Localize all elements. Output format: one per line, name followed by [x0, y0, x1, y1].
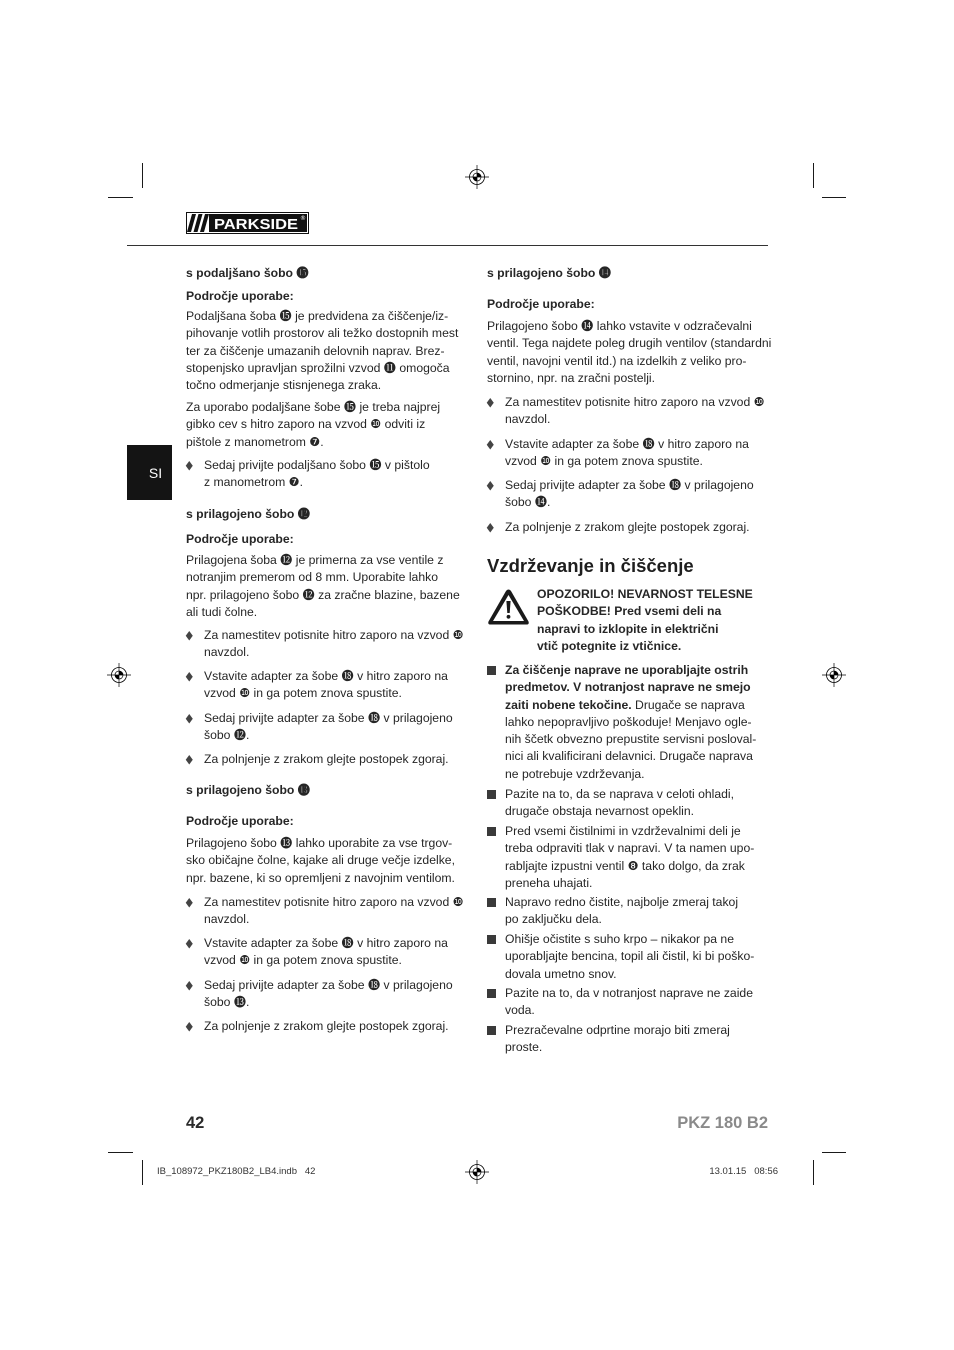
step-item — [487, 477, 754, 512]
list-item-text — [505, 662, 756, 783]
print-slug-file: IB_108972_PKZ180B2_LB4.indb 42 — [157, 1166, 316, 1177]
registration-mark-icon — [107, 663, 131, 687]
warning-text: OPOZORILO! NEVARNOST TELESNE POŠKODBE! Pred vsemi deli na napravi to izklopite in električni vtič potegnite iz vtičnice. — [537, 587, 753, 653]
brand-logo — [186, 212, 309, 234]
step-text: Sedaj privijte adapter za šobe ⓲ v prilagojeno šobo ⓮. — [505, 478, 754, 510]
crop-mark-bottom-left-horizontal — [108, 1152, 133, 1153]
step-item — [487, 436, 749, 471]
diamond-bullet-icon — [186, 714, 192, 723]
list-item — [487, 786, 734, 821]
crop-mark-top-left-horizontal — [108, 197, 133, 198]
crop-mark-bottom-right-horizontal — [822, 1152, 846, 1153]
step-item — [186, 894, 464, 929]
list-item-text: Prezračevalne odprtine morajo biti zmeraj proste. — [505, 1023, 730, 1055]
square-bullet-icon — [487, 1026, 496, 1035]
step-item — [487, 394, 765, 429]
model-name: PKZ 180 B2 — [677, 1114, 768, 1132]
section-heading: s prilagojeno šobo ⓭ — [186, 783, 310, 797]
diamond-bullet-icon — [186, 755, 192, 764]
diamond-bullet-icon — [487, 440, 493, 449]
step-item — [186, 627, 464, 662]
diamond-bullet-icon — [487, 398, 493, 407]
list-item-text: Ohišje očistite s suho krpo – nikakor pa ne uporabljajte bencina, topil ali čistil, ki bi poško- dovala umetno snov. — [505, 932, 755, 981]
crop-mark-bottom-right-vertical — [813, 1160, 814, 1185]
diamond-bullet-icon — [186, 1022, 192, 1031]
registration-mark-icon — [465, 165, 489, 189]
usage-label: Področje uporabe: — [487, 297, 595, 311]
list-item-text: Pazite na to, da v notranjost naprave ne zaide voda. — [505, 986, 753, 1018]
usage-label: Področje uporabe: — [186, 532, 294, 546]
list-item — [487, 894, 738, 929]
list-item-text: Pazite na to, da se naprava v celoti ohladi, drugače obstaja nevarnost opeklin. — [505, 787, 734, 819]
page-number: 42 — [186, 1114, 205, 1132]
square-bullet-icon — [487, 989, 496, 998]
step-text: Za polnjenje z zrakom glejte postopek zgoraj. — [204, 1019, 449, 1033]
step-text: Sedaj privijte podaljšano šobo ⓯ v pištolo z manometrom ❼. — [204, 458, 430, 490]
step-text: Vstavite adapter za šobe ⓲ v hitro zaporo na vzvod ❿ in ga potem znova spustite. — [505, 437, 749, 469]
diamond-bullet-icon — [186, 898, 192, 907]
section-heading: s prilagojeno šobo ⓬ — [186, 507, 310, 521]
warning-icon — [487, 588, 530, 626]
diamond-bullet-icon — [186, 631, 192, 640]
step-item — [186, 1018, 449, 1035]
maintenance-title: Vzdrževanje in čiščenje — [487, 555, 694, 576]
step-item — [186, 457, 430, 492]
diamond-bullet-icon — [487, 523, 493, 532]
usage-label: Področje uporabe: — [186, 289, 294, 303]
print-slug-date: 13.01.15 08:56 — [709, 1166, 778, 1177]
crop-mark-bottom-left-vertical — [142, 1160, 143, 1185]
crop-mark-top-right-vertical — [813, 163, 814, 188]
step-text: Za namestitev potisnite hitro zaporo na vzvod ❿ navzdol. — [204, 895, 464, 927]
step-text: Sedaj privijte adapter za šobe ⓲ v prilagojeno šobo ⓭. — [204, 978, 453, 1010]
language-tab — [127, 445, 172, 500]
diamond-bullet-icon — [186, 461, 192, 470]
brand-logo-text: PARKSIDE — [214, 216, 298, 233]
paragraph: Prilagojeno šobo ⓭ lahko uporabite za vse trgov- sko običajne čolne, kajake ali druge večje izdelke, npr. bazene, ki so opremljeni z navojnim ventilom. — [186, 836, 455, 885]
step-text: Za polnjenje z zrakom glejte postopek zgoraj. — [204, 752, 449, 766]
square-bullet-icon — [487, 898, 496, 907]
step-item — [186, 977, 453, 1012]
list-item — [487, 985, 753, 1020]
list-item — [487, 662, 756, 783]
list-item-text: Napravo redno čistite, najbolje zmeraj takoj po zaključku dela. — [505, 895, 739, 927]
list-item-text: Pred vsemi čistilnimi in vzdrževalnimi deli je treba odpraviti tlak v napravi. V ta namen upo- rabljajte izpustni ventil ❽ tako dolgo, da zrak preneha uhajati. — [505, 824, 755, 890]
usage-label: Področje uporabe: — [186, 814, 294, 828]
section-heading: s prilagojeno šobo ⓮ — [487, 266, 611, 280]
list-item — [487, 931, 754, 983]
list-item — [487, 1022, 730, 1057]
list-item — [487, 823, 754, 892]
list-item-bold-text: Za čiščenje naprave ne uporabljajte ostrih predmetov. V notranjost naprave ne smejo zaiti nobene tekočine. — [505, 663, 751, 712]
step-item — [186, 668, 448, 703]
step-item — [487, 519, 750, 536]
brand-logo-registered-mark: ® — [300, 215, 306, 222]
paragraph: Podaljšana šoba ⓯ je predvidena za čiščenje/iz- pihovanje votlih prostorov ali težko dostopnih mest ter za čiščenje umazanih delovnih naprav. Brez- stopenjsko upravljan sprožilni vzvod ⓫ omogoča točno odmerjanje stisnjenega zraka. — [186, 309, 459, 393]
language-tab-label: SI — [148, 464, 163, 481]
step-item — [186, 751, 449, 768]
square-bullet-icon — [487, 666, 496, 675]
step-text: Vstavite adapter za šobe ⓲ v hitro zaporo na vzvod ❿ in ga potem znova spustite. — [204, 669, 448, 701]
step-text: Sedaj privijte adapter za šobe ⓲ v prilagojeno šobo ⓬. — [204, 711, 453, 743]
diamond-bullet-icon — [487, 481, 493, 490]
step-text: Za namestitev potisnite hitro zaporo na vzvod ❿ navzdol. — [505, 395, 765, 427]
diamond-bullet-icon — [186, 672, 192, 681]
step-text: Vstavite adapter za šobe ⓲ v hitro zaporo na vzvod ❿ in ga potem znova spustite. — [204, 936, 448, 968]
crop-mark-top-right-horizontal — [822, 197, 846, 198]
paragraph: Prilagojeno šobo ⓮ lahko vstavite v odzračevalni ventil. Tega najdete poleg drugih ventilov (standardni ventil, navojni ventil itd.) na izdelkih z veliko pro- stornino, npr. na zračni postelji. — [487, 319, 772, 385]
crop-mark-top-left-vertical — [142, 163, 143, 188]
step-item — [186, 710, 453, 745]
registration-mark-icon — [822, 663, 846, 687]
list-item-regular-text: Drugače se naprava lahko nepopravljivo poškoduje! Menjavo ogle- nih ščetk obvezno prepustite servisni posloval- nici ali kvalificirani delavnici. Drugače naprava ne potrebuje vzdrževanja. — [505, 697, 757, 781]
step-item — [186, 935, 448, 970]
square-bullet-icon — [487, 790, 496, 799]
header-rule — [127, 245, 768, 246]
square-bullet-icon — [487, 935, 496, 944]
paragraph: Za uporabo podaljšane šobe ⓯ je treba najprej gibko cev s hitro zaporo na vzvod ❿ odviti iz pištole z manometrom ❼. — [186, 400, 441, 449]
section-heading: s podaljšano šobo ⓯ — [186, 266, 309, 280]
paragraph: Prilagojena šoba ⓬ je primerna za vse ventile z notranjim premerom od 8 mm. Uporabite lahko npr. prilagojeno šobo ⓬ za zračne blazine, bazene ali tudi čolne. — [186, 553, 460, 619]
square-bullet-icon — [487, 827, 496, 836]
step-text: Za polnjenje z zrakom glejte postopek zgoraj. — [505, 520, 750, 534]
step-text: Za namestitev potisnite hitro zaporo na vzvod ❿ navzdol. — [204, 628, 464, 660]
diamond-bullet-icon — [186, 981, 192, 990]
diamond-bullet-icon — [186, 939, 192, 948]
registration-mark-icon — [465, 1160, 489, 1184]
